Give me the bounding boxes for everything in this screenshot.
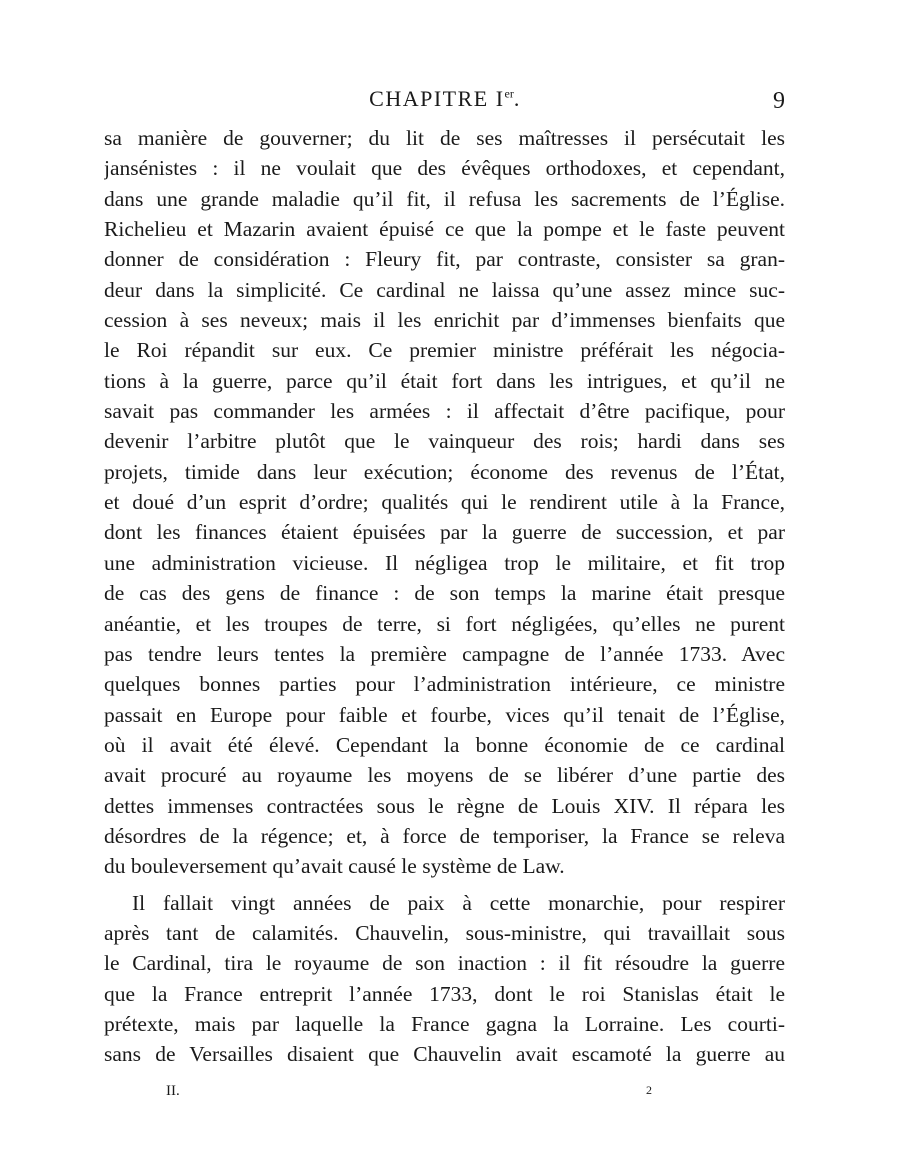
text-line: de cas des gens de finance : de son temps la marine était presque: [104, 581, 785, 606]
text-line: projets, timide dans leur exécution; économe des revenus de l’État,: [104, 459, 785, 484]
text-line: prétexte, mais par laquelle la France gagna la Lorraine. Les courti-: [104, 1011, 785, 1036]
text-line: le Roi répandit sur eux. Ce premier ministre préférait les négocia-: [104, 338, 785, 363]
text-line: après tant de calamités. Chauvelin, sous-ministre, qui travaillait sous: [104, 920, 785, 945]
text-line: dans une grande maladie qu’il fit, il refusa les sacrements de l’Église.: [104, 186, 785, 211]
text-line: sans de Versailles disaient que Chauvelin avait escamoté la guerre au: [104, 1042, 785, 1067]
text-line: jansénistes : il ne voulait que des évêques orthodoxes, et cependant,: [104, 156, 785, 181]
running-head: [105, 80, 785, 120]
body-text: [104, 123, 785, 1070]
page-number: 9: [773, 88, 785, 114]
text-line: savait pas commander les armées : il affectait d’être pacifique, pour: [104, 399, 785, 424]
chapter-title-text: CHAPITRE I: [369, 86, 505, 111]
text-line: passait en Europe pour faible et fourbe, vices qu’il tenait de l’Église,: [104, 702, 785, 727]
signature-mark: II.: [166, 1083, 180, 1099]
text-line: du bouleversement qu’avait causé le système de Law.: [104, 854, 565, 879]
text-line: Il fallait vingt années de paix à cette monarchie, pour respirer: [132, 890, 785, 915]
text-line: le Cardinal, tira le royaume de son inaction : il fit résoudre la guerre: [104, 951, 785, 976]
text-line: Richelieu et Mazarin avaient épuisé ce que la pompe et le faste peuvent: [104, 217, 785, 242]
chapter-title: [105, 86, 785, 112]
text-line: devenir l’arbitre plutôt que le vainqueur des rois; hardi dans ses: [104, 429, 785, 454]
chapter-title-superscript: er: [504, 86, 514, 101]
text-line: dettes immenses contractées sous le règne de Louis XIV. Il répara les: [104, 793, 785, 818]
chapter-title-period: .: [513, 86, 521, 111]
sheet-number: 2: [646, 1083, 652, 1097]
text-line: pas tendre leurs tentes la première campagne de l’année 1733. Avec: [104, 641, 785, 666]
text-line: sa manière de gouverner; du lit de ses maîtresses il persécutait les: [104, 126, 785, 150]
text-line: avait procuré au royaume les moyens de se libérer d’une partie des: [104, 763, 785, 788]
text-line: que la France entreprit l’année 1733, dont le roi Stanislas était le: [104, 981, 785, 1006]
paragraph-2: [104, 888, 785, 1070]
text-line: où il avait été élevé. Cependant la bonne économie de ce cardinal: [104, 732, 785, 757]
text-line: cession à ses neveux; mais il les enrichit par d’immenses bienfaits que: [104, 308, 785, 333]
text-line: tions à la guerre, parce qu’il était fort dans les intrigues, et qu’il ne: [104, 368, 785, 393]
text-line: désordres de la régence; et, à force de temporiser, la France se releva: [104, 823, 785, 848]
text-line: et doué d’un esprit d’ordre; qualités qui le rendirent utile à la France,: [104, 490, 785, 515]
text-line: dont les finances étaient épuisées par la guerre de succession, et par: [104, 520, 785, 545]
text-line: deur dans la simplicité. Ce cardinal ne laissa qu’une assez mince suc-: [104, 277, 785, 302]
text-line: quelques bonnes parties pour l’administration intérieure, ce ministre: [104, 672, 785, 697]
text-line: anéantie, et les troupes de terre, si fort négligées, qu’elles ne purent: [104, 611, 785, 636]
text-line: donner de considération : Fleury fit, par contraste, consister sa gran-: [104, 247, 785, 272]
paragraph-1: [104, 123, 785, 882]
text-line: une administration vicieuse. Il négligea trop le militaire, et fit trop: [104, 550, 785, 575]
